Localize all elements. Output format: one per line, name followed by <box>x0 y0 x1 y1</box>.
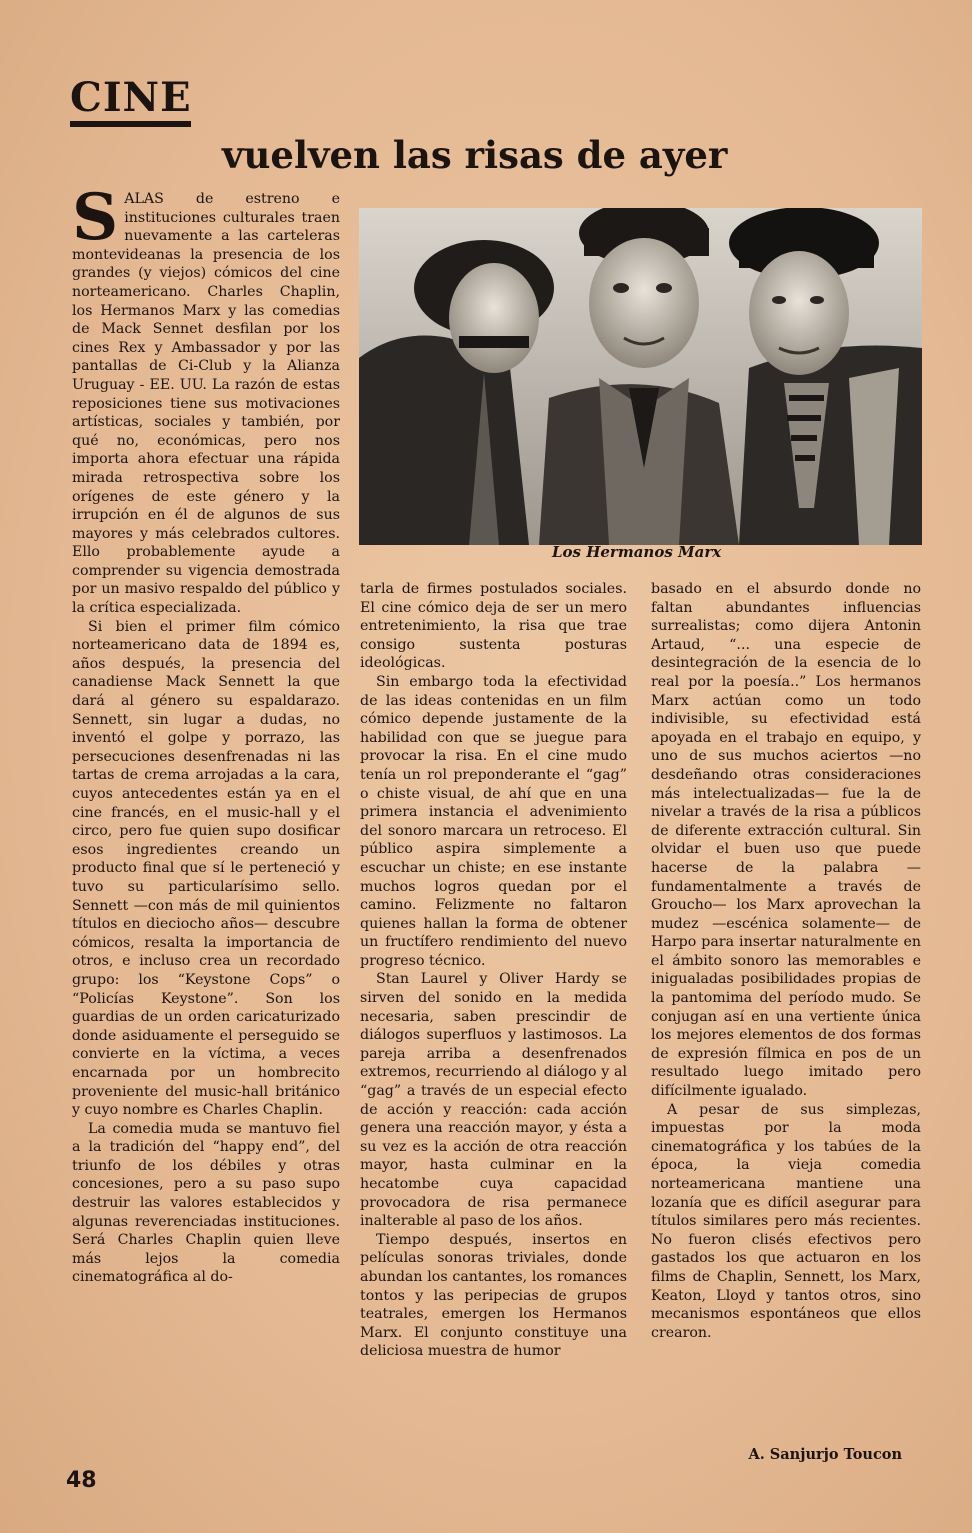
article-column-3 <box>651 580 921 1472</box>
paragraph: basado en el absurdo donde no faltan abundantes influencias surrealistas; como dijera Antonin Artaud, “... una especie de desintegración de la esencia de lo real por la poesía..” Los hermanos Marx actúan como un todo indivisible, su efectividad está apoyada en el trabajo en equipo, y uno de sus muchos aciertos —no desdeñando otras consideraciones más intelectualizadas— fue la de nivelar a través de la risa a públicos de diferente extracción cultural. Sin olvidar el buen uso que puede hacerse de la palabra —fundamentalmente a través de Groucho— los Marx aprovechan la mudez —escénica solamente— de Harpo para insertar naturalmente en el ámbito sonoro las memorables e inigualadas posibilidades propias de la pantomima del período mudo. Se conjugan así en una vertiente única los mejores elementos de dos formas de expresión fílmica en pos de un resultado luego imitado pero difícilmente igualado. <box>651 581 921 1100</box>
paragraph: Tiempo después, insertos en películas sonoras triviales, donde abundan los cantantes, los romances tontos y las peripecias de grupos teatrales, emergen los Hermanos Marx. El conjunto constituye una deliciosa muestra de humor <box>360 1231 627 1360</box>
paragraph: La comedia muda se mantuvo fiel a la tradición del “happy end”, del triunfo de los débiles y otras concesiones, pero a su paso supo destruir las valores establecidos y algunas reverenciadas instituciones. Será Charles Chaplin quien lleve más lejos la comedia cinematográfica al do- <box>72 1120 340 1286</box>
section-rule <box>70 121 191 127</box>
paragraph: Si bien el primer film cómico norteamericano data de 1894 es, años después, la presencia del canadiense Mack Sennett la que dará al género su espaldarazo. Sennett, sin lugar a dudas, no inventó el golpe y porrazo, las persecuciones desenfrenadas ni las tartas de crema arrojadas a la cara, cuyos antecedentes están ya en el cine francés, en el music-hall y el circo, pero fue quien supo dosificar esos ingredientes creando un producto final que sí le perteneció y tuvo su particularísimo sello. Sennett —con más de mil quinientos títulos en dieciocho años— descubre cómicos, resalta la importancia de otros, e incluso crea un recordado grupo: los “Keystone Cops” o “Policías Keystone”. Son los guardias de un orden caricaturizado donde asiduamente el perseguido se convierte en la víctima, a veces encarnada por un hombrecito proveniente del music-hall británico y cuyo nombre es Charles Chaplin. <box>72 618 340 1119</box>
marx-brothers-photo <box>359 208 922 545</box>
article-column-1 <box>72 180 340 1472</box>
photo-caption: Los Hermanos Marx <box>552 543 722 561</box>
author-signature: A. Sanjurjo Toucon <box>748 1446 902 1463</box>
article-headline: vuelven las risas de ayer <box>222 133 728 177</box>
paragraph: A pesar de sus simplezas, impuestas por la moda cinematográfica y los tabúes de la época, la vieja comedia norteamericana mantiene una lozanía que es difícil asegurar para títulos similares pero más recientes. No fueron clisés efectivos pero gastados los que actuaron en los films de Chaplin, Sennett, los Marx, Keaton, Lloyd y tantos otros, sino mecanismos espontáneos que ellos crearon. <box>651 1101 921 1341</box>
section-label: CINE <box>70 74 192 121</box>
paragraph: tarla de firmes postulados sociales. El cine cómico deja de ser un mero entretenimiento, la risa que trae consigo sustenta posturas ideológicas. <box>360 581 627 672</box>
drop-cap: S <box>72 180 119 255</box>
photo-illustration <box>359 208 922 545</box>
paragraph: Sin embargo toda la efectividad de las ideas contenidas en un film cómico depende justamente de la habilidad con que se juegue para provocar la risa. En el cine mudo tenía un rol preponderante el “gag” o chiste visual, de ahí que en una primera instancia el advenimiento del sonoro marcara un retroceso. El público aspira simplemente a escuchar un chiste; en ese instante muchos logros quedan por el camino. Felizmente no faltaron quienes hallan la forma de obtener un fructífero rendimiento del nuevo progreso técnico. <box>360 673 627 969</box>
article-column-2 <box>360 580 627 1472</box>
paragraph: Stan Laurel y Oliver Hardy se sirven del sonido en la medida necesaria, saben prescindir de diálogos superfluos y lastimosos. La pareja arriba a desenfrenados extremos, recurriendo al diálogo y al “gag” a través de un especial efecto de acción y reacción: cada acción genera una reacción mayor, y ésta a su vez es la acción de otra reacción mayor, hasta culminar en la hecatombe cuya capacidad provocadora de risa permanece inalterable al paso de los años. <box>360 971 627 1230</box>
paragraph: SALAS de estreno e instituciones culturales traen nuevamente a las carteleras montevideanas la presencia de los grandes (y viejos) cómicos del cine norteamericano. Charles Chaplin, los Hermanos Marx y las comedias de Mack Sennet desfilan por los cines Rex y Ambassador y por las pantallas de Ci-Club y la Alianza Uruguay - EE. UU. La razón de estas reposiciones tiene sus motivaciones artísticas, sociales y también, por qué no, económicas, pero nos importa ahora efectuar una rápida mirada retrospectiva sobre los orígenes de este género y la irrupción en él de algunos de sus mayores y más celebrados cultores. Ello probablemente ayude a comprender su vigencia demostrada por un masivo respaldo del público y la crítica especializada. <box>72 180 340 617</box>
page-number: 48 <box>66 1468 97 1493</box>
